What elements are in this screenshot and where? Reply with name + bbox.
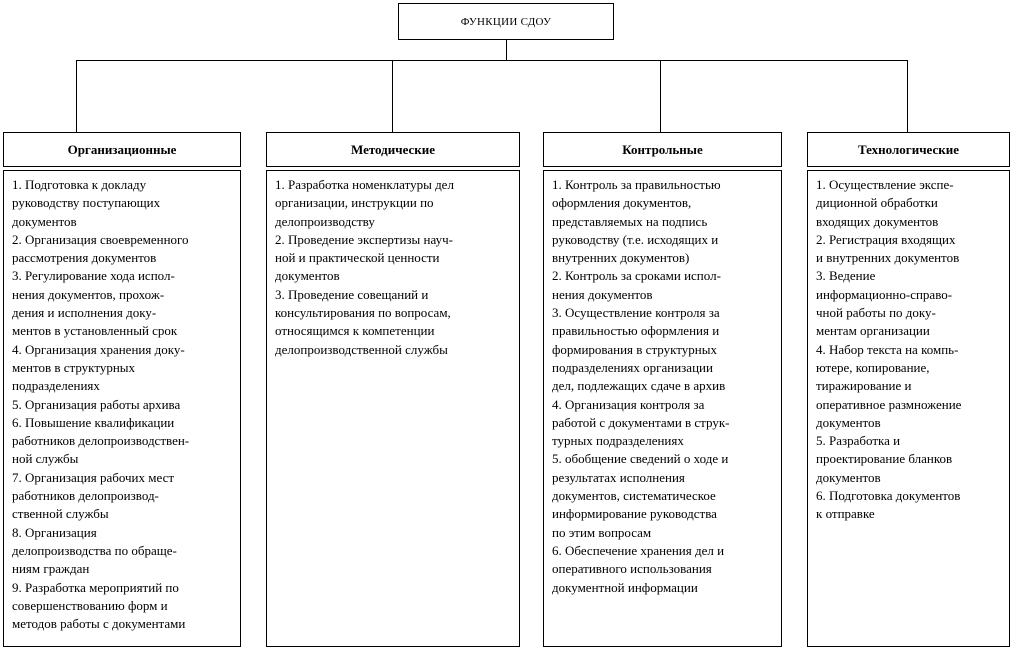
heading-label: Методические	[350, 141, 436, 157]
function-line: ютере, копирование,	[816, 359, 930, 375]
function-line: и внутренних документов	[816, 250, 960, 266]
heading-label: Контрольные	[622, 141, 703, 157]
function-line: документов, систематическое	[552, 488, 716, 504]
function-line: к отправке	[816, 506, 875, 522]
function-line: дения и исполнения доку-	[12, 305, 157, 321]
function-line: подразделениях организации	[552, 359, 713, 375]
function-line: делопроизводству	[275, 213, 375, 229]
connector-col-2	[392, 60, 393, 132]
column-body-technological	[807, 170, 1010, 647]
function-line: делопроизводства по обраще-	[12, 542, 177, 558]
column-body-organizational	[3, 170, 241, 647]
function-line: руководству поступающих	[12, 195, 161, 211]
function-line: 4. Набор текста на компь-	[816, 341, 959, 357]
function-line: чной работы по доку-	[816, 305, 936, 321]
function-line: проектирование бланков	[816, 451, 953, 467]
function-line: 4. Организация контроля за	[552, 396, 705, 412]
function-line: 1. Разработка номенклатуры дел	[275, 177, 454, 192]
function-line: результатах исполнения	[552, 469, 685, 485]
column-heading-control	[543, 132, 782, 167]
function-line: входящих документов	[816, 213, 939, 229]
column-heading-technological	[807, 132, 1010, 167]
function-line: документов	[275, 268, 340, 284]
function-line: относящимся к компетенции	[275, 323, 435, 339]
function-line: информирование руководства	[552, 506, 717, 522]
function-line: нения документов	[552, 286, 653, 302]
function-line: делопроизводственной службы	[275, 341, 448, 357]
connector-col-3	[660, 60, 661, 132]
function-line: 3. Проведение совещаний и	[275, 286, 429, 302]
function-line: документов	[816, 469, 881, 485]
function-line: 3. Ведение	[816, 268, 876, 284]
function-line: 5. обобщение сведений о ходе и	[552, 451, 729, 467]
function-line: формирования в структурных	[552, 341, 717, 357]
function-line: оформления документов,	[552, 195, 692, 211]
column-heading-methodical	[266, 132, 520, 167]
function-line: подразделениях	[12, 378, 100, 394]
connector-col-1	[76, 60, 77, 132]
function-line: 9. Разработка мероприятий по	[12, 579, 179, 595]
function-line: 2. Проведение экспертизы науч-	[275, 231, 453, 247]
function-line: тиражирование и	[816, 378, 912, 394]
function-line: 1. Контроль за правильностью	[552, 177, 721, 192]
function-line: ментов в установленный срок	[12, 323, 178, 339]
function-line: документной информации	[552, 579, 698, 595]
function-line: ной службы	[12, 451, 79, 467]
function-line: 7. Организация рабочих мест	[12, 469, 175, 485]
function-line: 6. Повышение квалификации	[12, 414, 175, 430]
function-line: информационно-справо-	[816, 286, 953, 302]
connector-root-down	[506, 40, 507, 61]
connector-horizontal	[76, 60, 908, 61]
function-line: 3. Регулирование хода испол-	[12, 268, 175, 284]
function-line: 4. Организация хранения доку-	[12, 341, 185, 357]
column-body-methodical	[266, 170, 520, 647]
function-line: работников делопроизводствен-	[12, 433, 190, 449]
connector-col-4	[907, 60, 908, 132]
function-line: внутренних документов)	[552, 250, 690, 266]
function-line: нения документов, прохож-	[12, 286, 165, 302]
function-line: 1. Осуществление экспе-	[816, 177, 954, 192]
function-line: оперативного использования	[552, 561, 712, 577]
function-line: рассмотрения документов	[12, 250, 157, 266]
function-line: 8. Организация	[12, 524, 97, 540]
function-line: турных подразделениях	[552, 433, 684, 449]
function-line: 6. Обеспечение хранения дел и	[552, 542, 725, 558]
function-line: 5. Организация работы архива	[12, 396, 181, 412]
function-line: ственной службы	[12, 506, 109, 522]
function-line: дел, подлежащих сдаче в архив	[552, 378, 726, 394]
function-line: работой с документами в струк-	[552, 414, 730, 430]
column-heading-organizational	[3, 132, 241, 167]
function-line: правильностью оформления и	[552, 323, 720, 339]
function-line: 6. Подготовка документов	[816, 488, 961, 504]
function-line: представляемых на подпись	[552, 213, 708, 229]
function-line: 2. Контроль за сроками испол-	[552, 268, 721, 284]
function-line: 2. Организация своевременного	[12, 231, 189, 247]
function-line: 2. Регистрация входящих	[816, 231, 956, 247]
function-line: работников делопроизвод-	[12, 488, 159, 504]
column-body-control	[543, 170, 782, 647]
root-title: ФУНКЦИИ СДОУ	[460, 15, 552, 28]
function-line: оперативное размножение	[816, 396, 962, 412]
function-line: ментам организации	[816, 323, 930, 339]
function-line: методов работы с документами	[12, 616, 186, 632]
function-line: организации, инструкции по	[275, 195, 434, 211]
function-line: документов	[12, 213, 77, 229]
root-node	[398, 3, 614, 40]
function-line: ной и практической ценности	[275, 250, 440, 266]
function-line: документов	[816, 414, 881, 430]
function-line: консультирования по вопросам,	[275, 305, 451, 321]
heading-label: Организационные	[67, 141, 177, 157]
function-line: ментов в структурных	[12, 359, 136, 375]
heading-label: Технологические	[858, 141, 959, 157]
function-line: совершенствованию форм и	[12, 597, 168, 613]
function-line: 5. Разработка и	[816, 433, 901, 449]
function-line: 3. Осуществление контроля за	[552, 305, 720, 321]
function-line: диционной обработки	[816, 195, 938, 211]
function-line: по этим вопросам	[552, 524, 652, 540]
function-line: руководству (т.е. исходящих и	[552, 231, 719, 247]
function-line: ниям граждан	[12, 561, 90, 577]
function-line: 1. Подготовка к докладу	[12, 177, 147, 192]
